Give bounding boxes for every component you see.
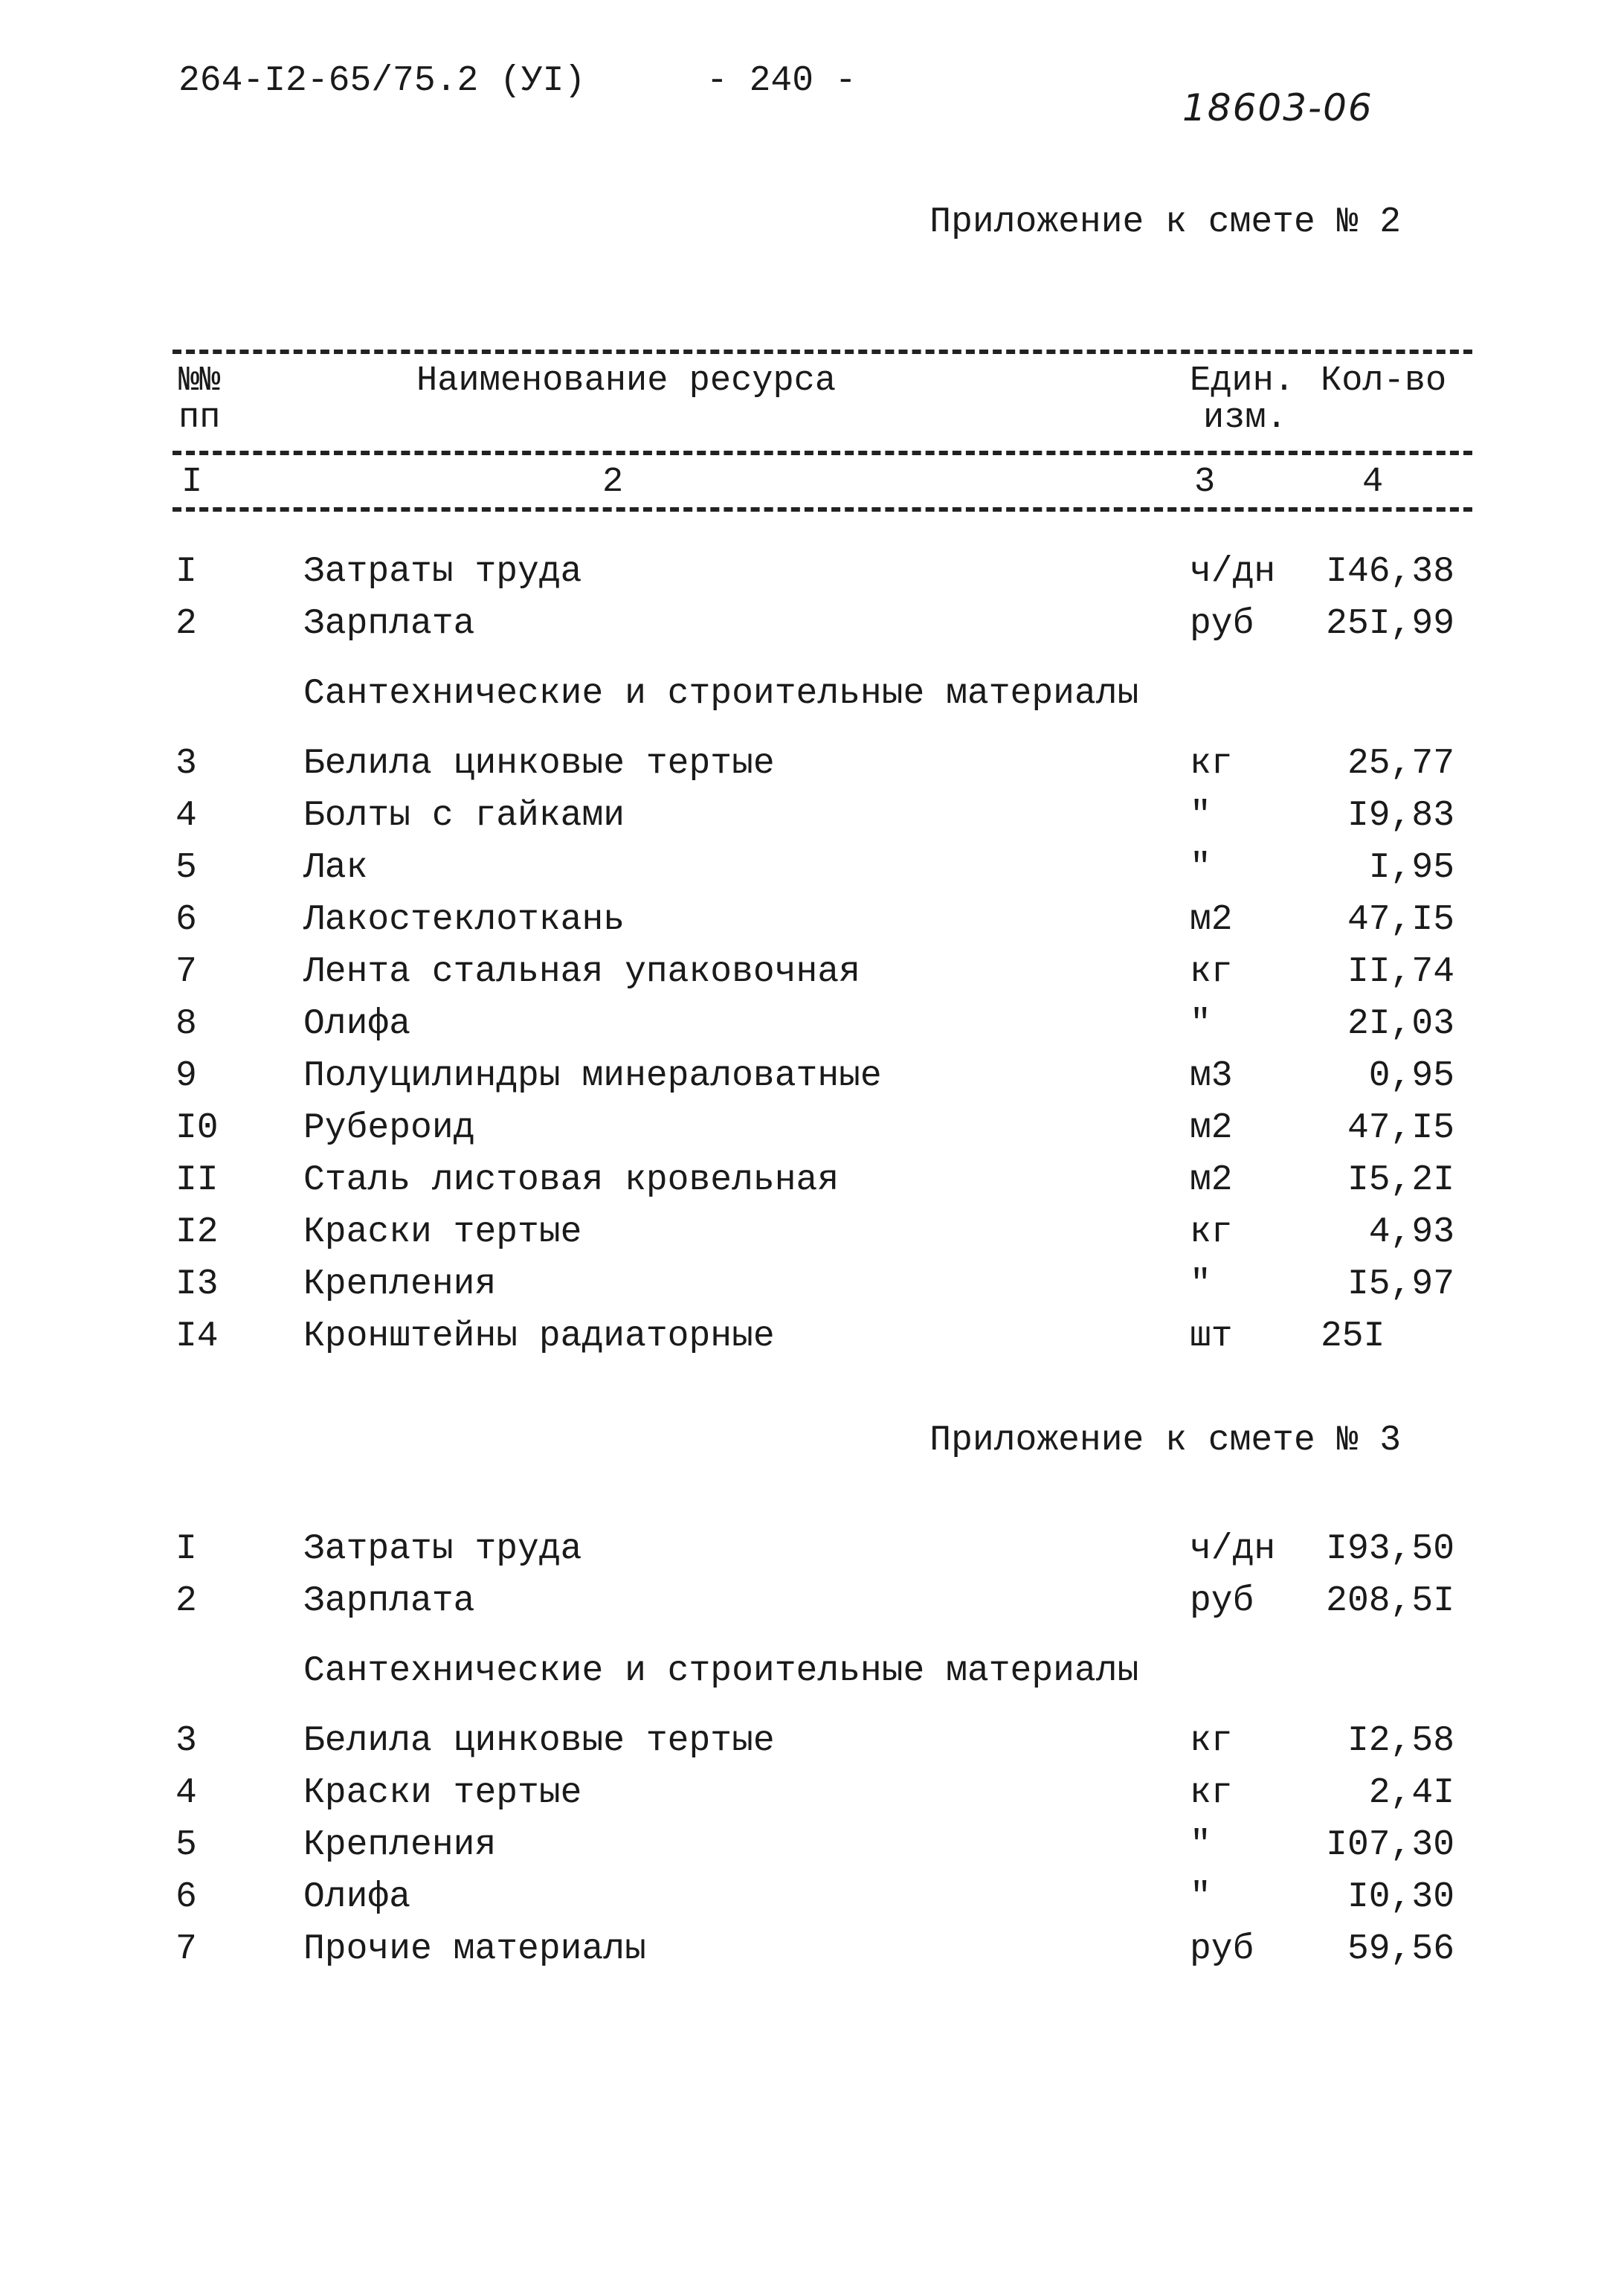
col-number-2: 2 (602, 463, 624, 502)
table-header-mid-rule (173, 451, 1472, 455)
section-title: Сантехнические и строительные материалы (303, 1651, 1139, 1691)
table-row: 4 Краски тертые кг 2,4I (175, 1773, 1454, 1813)
table-row: I Затраты труда ч/дн I46,38 (175, 552, 1454, 592)
table-header-top-rule (173, 350, 1472, 354)
table-row: 5 Крепления " I07,30 (175, 1825, 1454, 1865)
page-number: - 240 - (706, 61, 857, 101)
table-row: 6 Олифа " I0,30 (175, 1877, 1454, 1917)
table-row: 3 Белила цинковые тертые кг 25,77 (175, 744, 1454, 784)
table-row: I4 Кронштейны радиаторные шт 25I (175, 1316, 1385, 1357)
table-row: 7 Прочие материалы руб 59,56 (175, 1929, 1454, 1969)
table-row: 2 Зарплата руб 208,5I (175, 1581, 1454, 1621)
table-row: 5 Лак " I,95 (175, 848, 1454, 888)
col-header-qty: Кол-во (1321, 361, 1447, 401)
table-row: 3 Белила цинковые тертые кг I2,58 (175, 1721, 1454, 1761)
col-header-no: №№ пп (178, 361, 221, 438)
col-header-name: Наименование ресурса (416, 361, 837, 401)
appendix-3-title: Приложение к смете № 3 (929, 1421, 1401, 1461)
table-row: I0 Рубероид м2 47,I5 (175, 1108, 1454, 1148)
section-title: Сантехнические и строительные материалы (303, 674, 1139, 714)
col-number-4: 4 (1362, 463, 1384, 502)
col-number-3: 3 (1194, 463, 1216, 502)
table-row: I Затраты труда ч/дн I93,50 (175, 1529, 1454, 1569)
col-number-1: I (181, 463, 203, 502)
handwritten-number: 18603-06 (1182, 86, 1373, 129)
col-header-unit: Един. изм. (1190, 361, 1295, 438)
table-row: II Сталь листовая кровельная м2 I5,2I (175, 1160, 1454, 1200)
table-row: 9 Полуцилиндры минераловатные м3 0,95 (175, 1056, 1454, 1096)
table-row: 7 Лента стальная упаковочная кг II,74 (175, 952, 1454, 992)
document-code: 264-I2-65/75.2 (УI) (178, 61, 586, 101)
appendix-2-title: Приложение к смете № 2 (929, 202, 1401, 242)
table-row: I3 Крепления " I5,97 (175, 1264, 1454, 1305)
table-row: 2 Зарплата руб 25I,99 (175, 604, 1454, 644)
table-row: I2 Краски тертые кг 4,93 (175, 1212, 1454, 1252)
table-row: 6 Лакостеклоткань м2 47,I5 (175, 900, 1454, 940)
table-header-bottom-rule (173, 507, 1472, 512)
table-row: 8 Олифа " 2I,03 (175, 1004, 1454, 1044)
table-row: 4 Болты с гайками " I9,83 (175, 796, 1454, 836)
